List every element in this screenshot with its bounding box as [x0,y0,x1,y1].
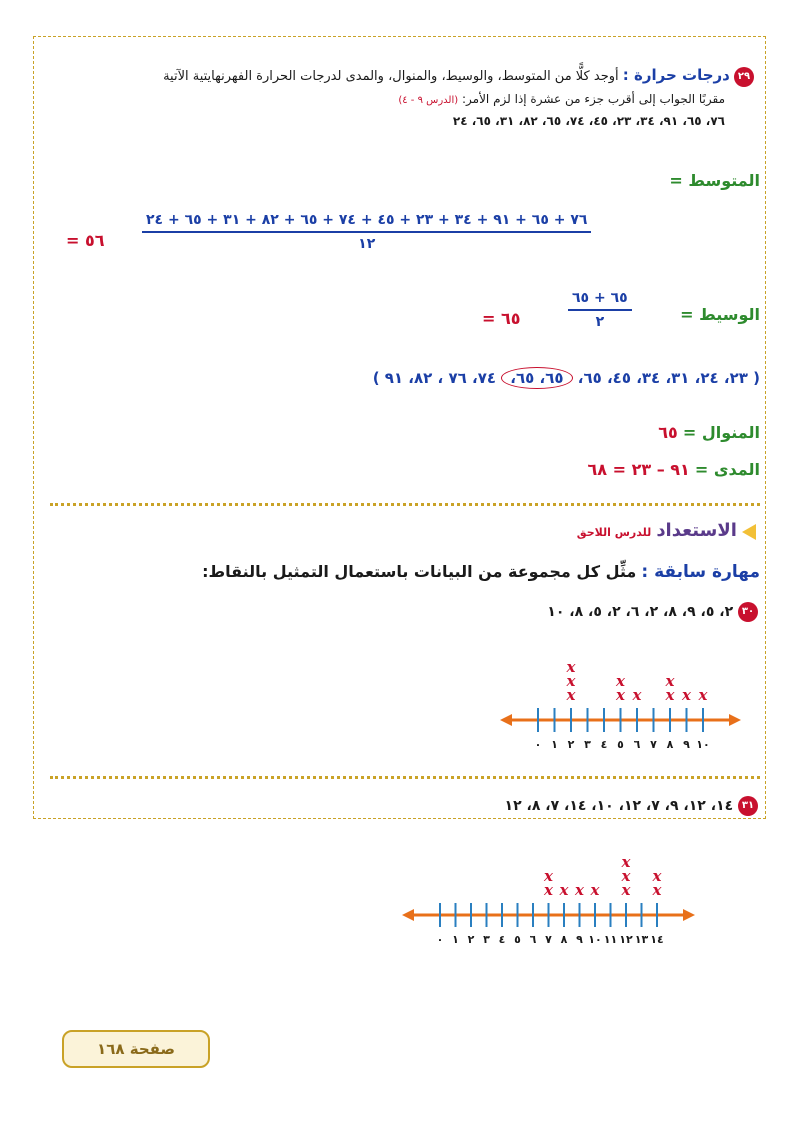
q31-tick-label: ٧ [545,933,552,946]
page-number-label: صفحة ١٦٨ [97,1040,175,1058]
page-number-box [62,1030,210,1068]
q31-x-mark: x [590,881,600,899]
q31-number-badge: ٣١ [738,796,758,816]
mode-value: ٦٥ [658,423,678,442]
q31-tick-label: ١٠ [588,933,602,946]
sorted-circled: ٦٥، ٦٥، [501,367,572,389]
q31-arrow-left-icon [402,909,414,921]
q30-number-badge: ٣٠ [738,602,758,622]
mean-denominator: ١٢ [358,236,376,252]
q30-arrow-right-icon [729,714,741,726]
q31-x-mark: x [544,867,553,885]
skill-text: مثِّل كل مجموعة من البيانات باستعمال التمثيل بالنقاط: [202,562,637,581]
q31-tick-label: ١٣ [634,933,649,946]
q30-tick-label: ٣ [584,738,591,751]
prep-subtitle: للدرس اللاحق [576,526,652,539]
q31-x-mark: x [559,881,569,899]
q30-tick-label: ٩ [683,738,690,751]
mode-label: المنوال = [682,423,760,442]
median-fraction [568,290,632,330]
q30-x-mark: x [566,672,576,690]
q30-tick-label: ١ [551,738,558,751]
mean-result: = ٥٦ [66,231,105,250]
skill-line [202,562,760,582]
q29-title: درجات حرارة : [622,66,730,84]
prep-title: الاستعداد [656,520,737,541]
q31-tick-label: ٥ [514,933,521,946]
q29-text2: مقربًا الجواب إلى أقرب جزء من عشرة إذا لزم الأمر: [462,92,725,106]
q30-x-mark: x [665,672,675,690]
q29-data-values: ٧٦، ٦٥، ٩١، ٣٤، ٢٣، ٤٥، ٧٤، ٦٥، ٨٢، ٣١، ٦٥، ٢٤ [452,114,725,128]
mean-fraction [142,212,591,252]
range-line [588,460,760,479]
q31-tick-label: ١٢ [619,933,633,946]
q30-x-mark: x [616,672,625,690]
q30-tick-label: ٠ [534,738,542,751]
q30-tick-label: ٥ [617,738,624,751]
triangle-arrow-icon [742,524,756,540]
q29-line2 [398,92,725,106]
q31-x-mark: x [621,867,631,885]
separator-2 [50,776,760,779]
q30-x-mark: x [566,658,576,676]
q31-tick-label: ٤ [498,933,506,946]
q30-tick-label: ١٠ [696,738,710,751]
q31-tick-label: ٢ [467,933,475,946]
q30-x-mark: x [665,686,675,704]
q30-tick-label: ٤ [600,738,608,751]
q31-tick-label: ١٤ [650,933,664,946]
q31-tick-label: ٨ [560,933,568,946]
skill-label: مهارة سابقة : [641,562,760,582]
q30-x-mark: x [566,686,576,704]
q29-lesson-ref: (الدرس ٩ - ٤) [398,95,459,106]
q30-arrow-left-icon [500,714,512,726]
q30-x-mark: x [632,686,642,704]
q30-tick-label: ٨ [666,738,674,751]
mean-label: المتوسط = [669,171,760,190]
q31-tick-label: ١١ [603,933,618,946]
q31-x-mark: x [621,853,631,871]
q30-tick-label: ٢ [567,738,575,751]
q31-arrow-right-icon [683,909,695,921]
q31-x-mark: x [575,881,584,899]
q29-header [163,66,754,87]
range-label: المدى = [694,460,760,479]
q30-tick-label: ٧ [650,738,657,751]
median-denominator: ٢ [595,314,605,330]
q31-x-mark: x [652,867,662,885]
q30-x-mark: x [616,686,625,704]
q29-text1: أوجد كلًّا من المتوسط، والوسيط، والمنوال، والمدى لدرجات الحرارة الفهرنهايتية الآتية [163,69,619,84]
q31-data-values: ١٤، ١٢، ٩، ٧، ١٢، ١٠، ١٤، ٧، ٨، ١٢ [504,798,734,814]
q31-tick-label: ٠ [436,933,444,946]
q30-data-values: ٢، ٥، ٩، ٨، ٢، ٦، ٢، ٥، ٨، ١٠ [547,604,734,620]
q31-tick-label: ٩ [576,933,583,946]
q30-tick-label: ٦ [633,738,641,751]
q30-x-mark: x [682,686,691,704]
median-numerator: ٦٥ + ٦٥ [568,290,632,311]
q31-x-mark: x [544,881,553,899]
median-result: = ٦٥ [482,309,521,328]
q31-line [505,796,758,816]
q31-x-mark: x [621,881,631,899]
q31-tick-label: ١ [452,933,459,946]
mean-numerator: ٧٦ + ٦٥ + ٩١ + ٣٤ + ٢٣ + ٤٥ + ٧٤ + ٦٥ + ٨٢ + ٣١ + ٦٥ + ٢٤ [142,212,591,233]
prep-header [577,520,756,541]
q30-line [547,602,758,622]
q31-x-mark: x [652,881,662,899]
sorted-close: ٧٤، ٧٦ ، ٨٢، ٩١ ) [372,369,497,387]
sorted-data [373,369,760,387]
q31-dot-plot [390,820,760,955]
sorted-open: ( ٢٣، ٢٤، ٣١، ٣٤، ٤٥، ٦٥، [577,369,760,387]
q31-tick-label: ٦ [529,933,537,946]
median-label: الوسيط = [680,305,760,324]
mode-line [658,423,760,442]
q29-number-badge: ٢٩ [734,67,754,87]
q30-dot-plot [460,630,760,760]
q31-tick-label: ٣ [483,933,490,946]
separator-1 [50,503,760,506]
q30-x-mark: x [698,686,708,704]
range-expr: ٩١ – ٢٣ = ٦٨ [587,460,690,479]
